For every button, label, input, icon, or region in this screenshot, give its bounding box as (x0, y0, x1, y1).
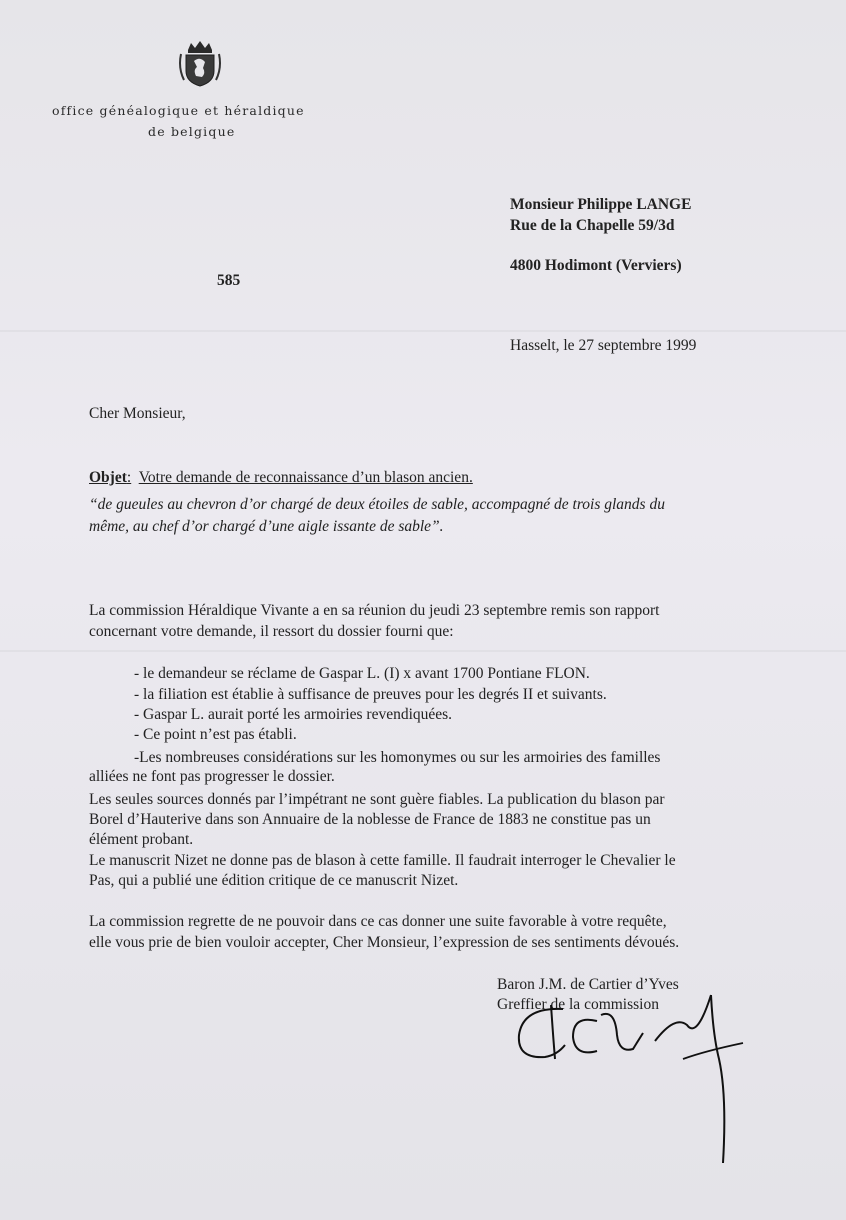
paragraph-line: Les seules sources donnés par l’impétrant ne sont guère fiables. La publication du blason par (89, 791, 665, 808)
paragraph-line: La commission Héraldique Vivante a en sa réunion du jeudi 23 septembre remis son rapport (89, 602, 660, 619)
recipient-city: 4800 Hodimont (Verviers) (510, 257, 682, 274)
coat-of-arms-icon (178, 40, 222, 88)
subject-colon: : (126, 469, 132, 486)
list-item: - le demandeur se réclame de Gaspar L. (I) x avant 1700 Pontiane FLON. (134, 665, 590, 682)
paper-fold (0, 650, 846, 652)
list-item: - Ce point n’est pas établi. (134, 726, 297, 743)
paragraph-line: élément probant. (89, 831, 194, 848)
recipient-name: Monsieur Philippe LANGE (510, 196, 692, 213)
salutation: Cher Monsieur, (89, 405, 186, 422)
signatory-title: Greffier de la commission (497, 996, 659, 1013)
paragraph-line: Le manuscrit Nizet ne donne pas de blason à cette famille. Il faudrait interroger le Chevalier le (89, 852, 676, 869)
closing-line: elle vous prie de bien vouloir accepter, Cher Monsieur, l’expression de ses sentiments dévoués. (89, 934, 680, 951)
paragraph-line: Pas, qui a publié une édition critique de ce manuscrit Nizet. (89, 872, 459, 889)
subject-text: Votre demande de reconnaissance d’un blason ancien. (138, 469, 473, 486)
recipient-street: Rue de la Chapelle 59/3d (510, 217, 675, 234)
handwritten-signature (505, 985, 745, 1165)
place-date: Hasselt, le 27 septembre 1999 (510, 337, 697, 354)
list-item: -Les nombreuses considérations sur les homonymes ou sur les armoiries des familles (134, 749, 661, 766)
signatory-name: Baron J.M. de Cartier d’Yves (497, 976, 679, 993)
subject-line (89, 469, 473, 487)
paper-fold (0, 330, 846, 332)
letterhead-line2: de belgique (148, 124, 236, 139)
reference-number: 585 (217, 272, 241, 289)
list-item: - la filiation est établie à suffisance de preuves pour les degrés II et suivants. (134, 686, 607, 703)
paragraph-line: Borel d’Hauterive dans son Annuaire de la noblesse de France de 1883 ne constitue pas un (89, 811, 651, 828)
closing-line: La commission regrette de ne pouvoir dans ce cas donner une suite favorable à votre requête, (89, 913, 667, 930)
list-item: - Gaspar L. aurait porté les armoiries revendiquées. (134, 706, 453, 723)
subject-label: Objet (89, 469, 127, 486)
blazon-line2: même, au chef d’or chargé d’une aigle issante de sable”. (89, 518, 444, 535)
letterhead-line1: office généalogique et héraldique (52, 103, 305, 118)
blazon-line1: “de gueules au chevron d’or chargé de deux étoiles de sable, accompagné de trois glands du (89, 496, 665, 513)
paragraph-line: concernant votre demande, il ressort du dossier fourni que: (89, 623, 454, 640)
list-item-continuation: alliées ne font pas progresser le dossier. (89, 768, 335, 785)
